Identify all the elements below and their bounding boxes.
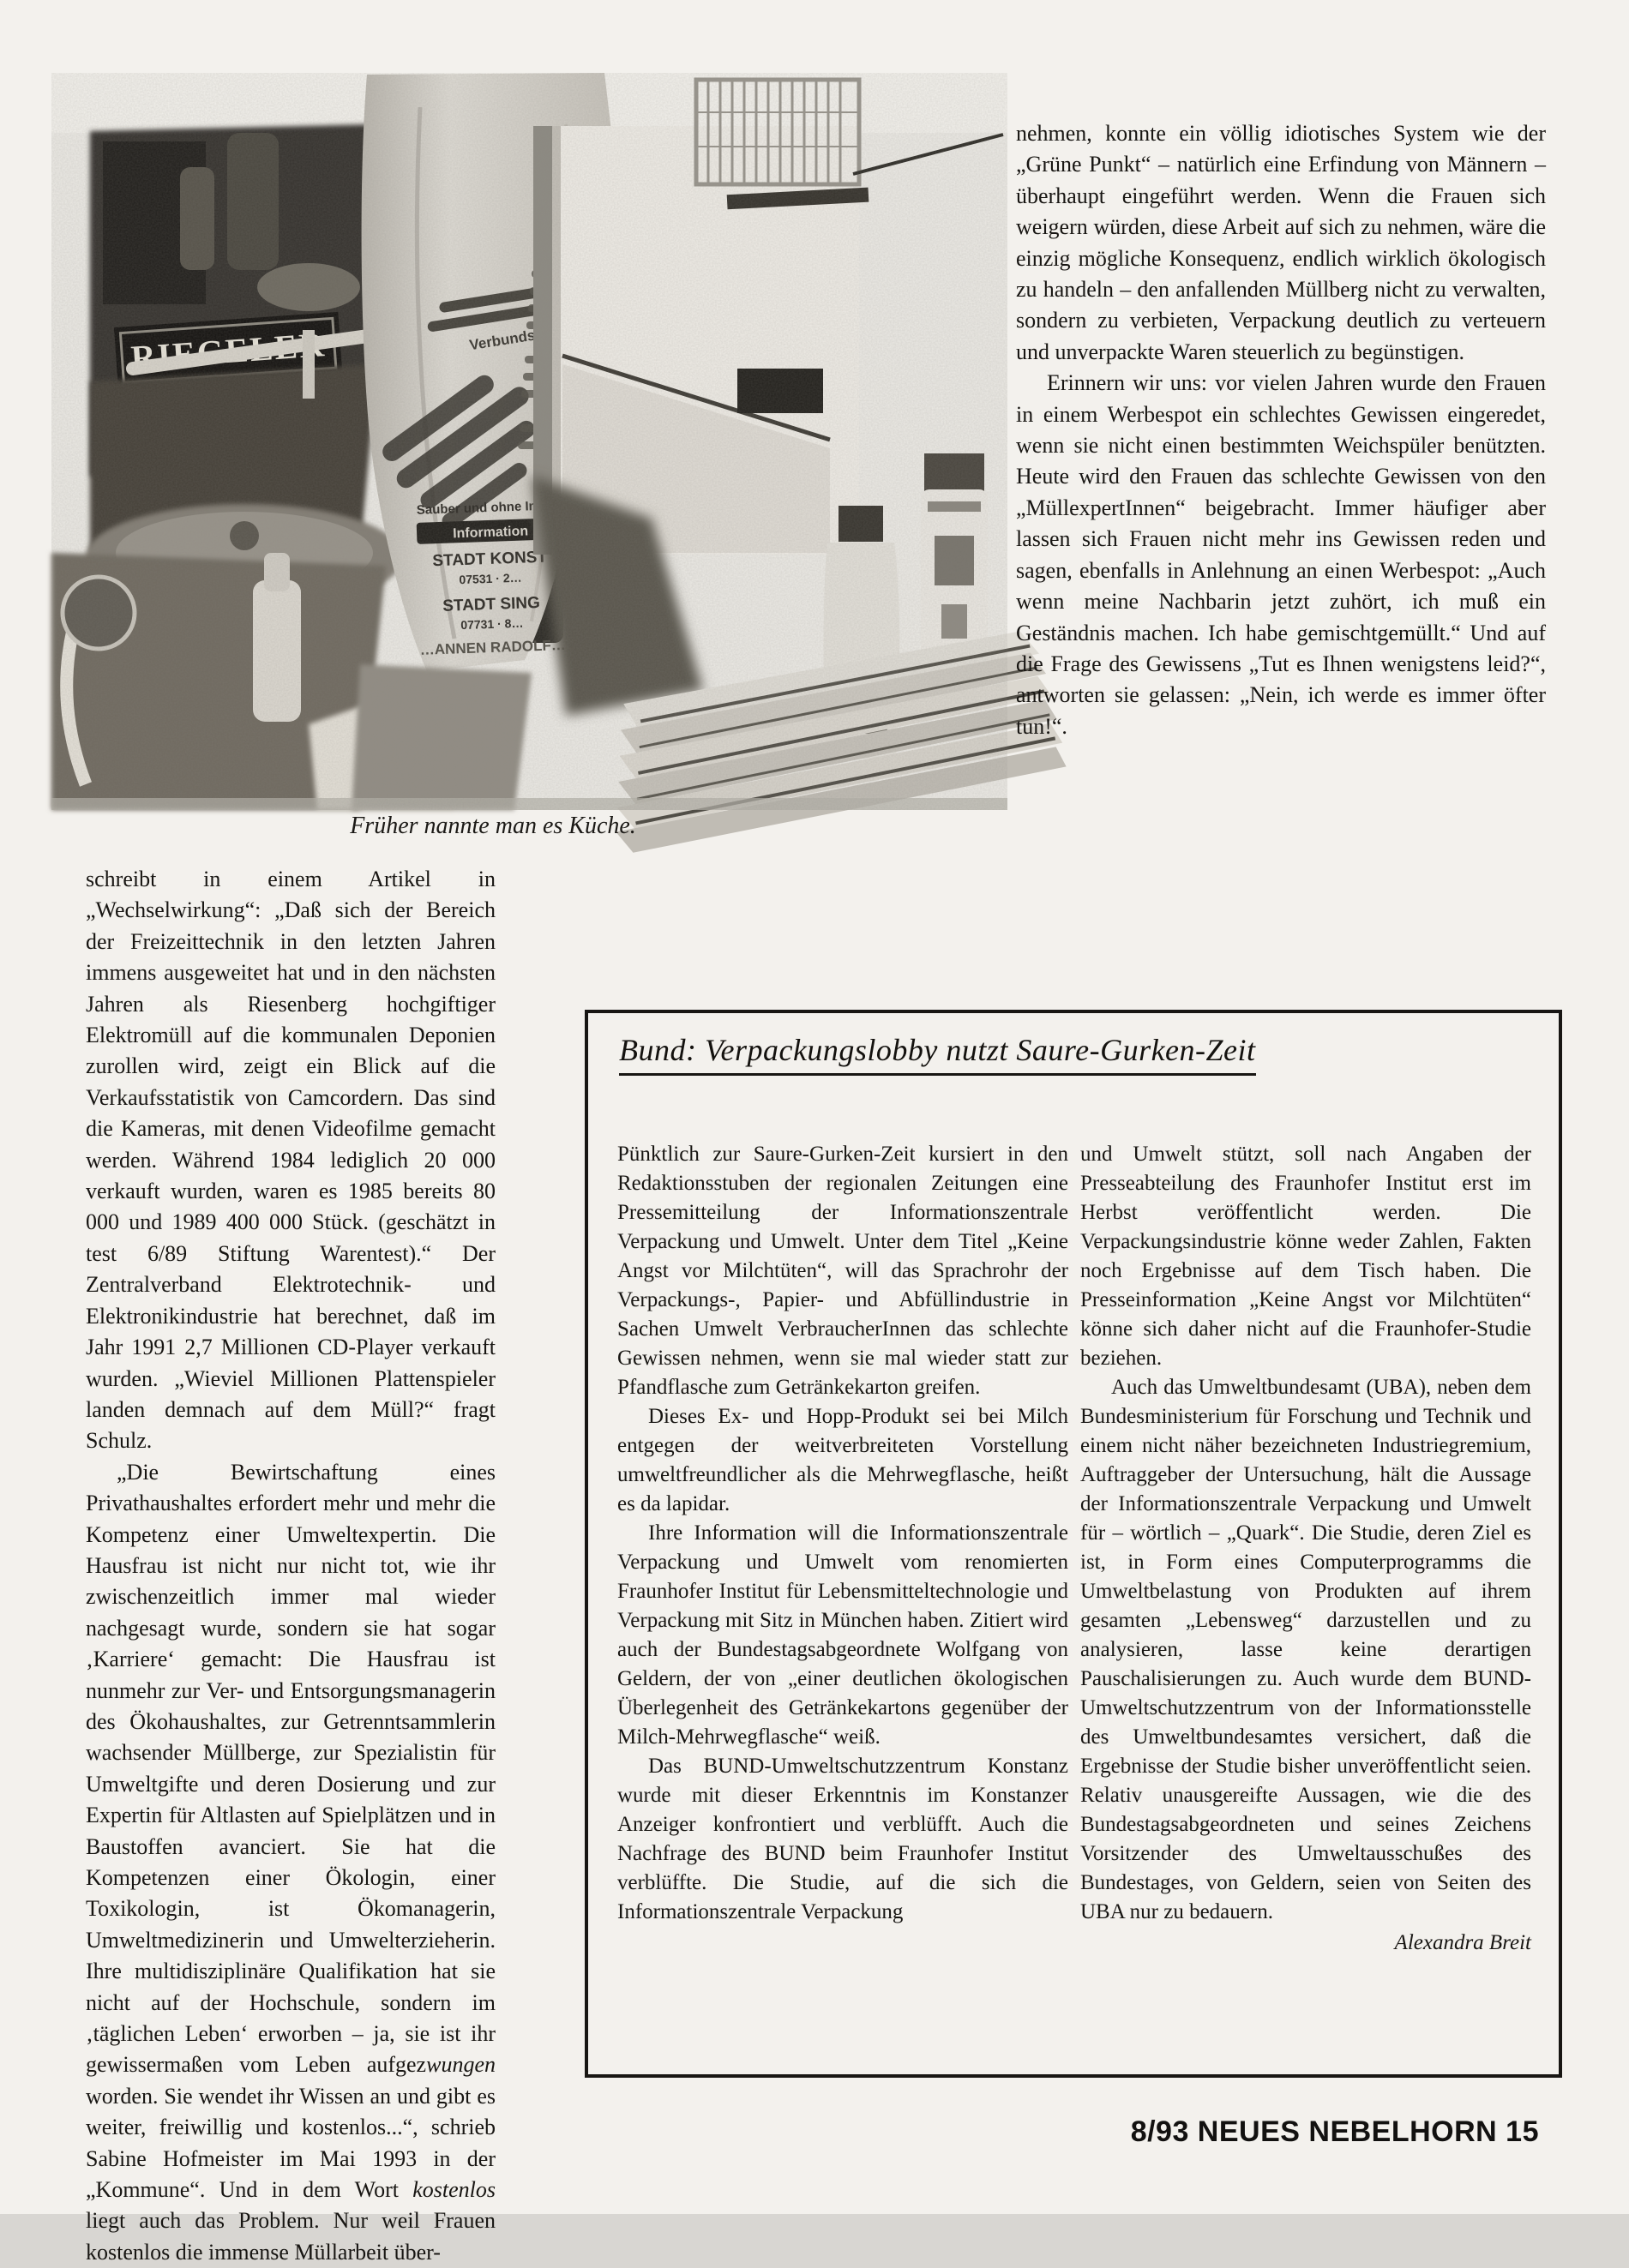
- paragraph: Erinnern wir uns: vor vielen Jahren wurde den Frauen in einem Werbespot ein schlechtes Gewissen eingeredet, wenn sie nicht einen bestimmten Weichspüler benützten. Heute wird den Frauen das schlechte Gewissen von den „MüllexpertInnen“ beigebracht. Immer häufiger aber lassen sich Frauen nicht mehr ins Gewissen reden und sagen, ebenfalls in Anlehnung an einen Werbespot: „Auch wenn meine Nachbarin jetzt zuhört, ich muß ein Geständnis machen. Ich habe gemischtgemüllt.“ Und auf die Frage des Gewissens „Tut es Ihnen wenigstens leid?“, antworten sie gelassen: „Nein, ich werde es immer öfter tun!“.: [1016, 370, 1546, 739]
- page-footer: 8/93 NEUES NEBELHORN 15: [1130, 2115, 1539, 2148]
- paragraph: nehmen, konnte ein völlig idiotisches System wie der „Grüne Punkt“ – natürlich eine Erfindung von Männern – überhaupt eingeführt werden. Wenn die Frauen sich weigern würden, diese Arbeit auf sich zu nehmen, wäre die einzig mögliche Konsequenz, endlich wirklich ökologisch zu handeln – den anfallenden Müllberg nicht zu verwalten, sondern zu verbieten, Verpackung deutlich zu verteuern und unverpackte Waren steuerlich zu begünstigen.: [1016, 121, 1546, 364]
- paragraph: Auch das Umweltbundesamt (UBA), neben dem Bundesministerium für Forschung und Technik und einem nicht näher bezeichneten Industriegremium, Auftraggeber der Untersuchung, hält die Aussage der Informationszentrale Verpackung und Umwelt für – wörtlich – „Quark“. Die Studie, deren Ziel es ist, in Form eines Computerprogramms die Umweltbelastung von Produkten auf ihrem gesamten „Lebensweg“ darzustellen und zu analysieren, lasse keine derartigen Pauschalisierungen zu. Auch wurde dem BUND-Umweltschutzzentrum von der Informationsstelle des Umweltbundesamtes versichert, daß die Ergebnisse der Studie bisher unveröffentlicht seien. Relativ unausgereifte Aussagen, wie die des Bundestagsabgeordneten und seines Zeichens Vorsitzender des Umweltausschußes des Bundestages, von Geldern, seien von Seiten des UBA nur zu bedauern.: [1080, 1376, 1531, 1923]
- paragraph: Das BUND-Umweltschutzzentrum Konstanz wurde mit dieser Erkenntnis im Konstanzer Anzeiger konfrontiert und verblüfft. Auch die Nachfrage des BUND beim Fraunhofer Institut verblüffte. Die Studie, auf die sich die Informationszentrale Verpackung: [617, 1755, 1068, 1923]
- paragraph: Pünktlich zur Saure-Gurken-Zeit kursiert in den Redaktionsstuben der regionalen Zeitungen eine Pressemitteilung der Informationszentrale Verpackung und Umwelt. Unter dem Titel „Keine Angst vor Milchtüten“, will das Sprachrohr der Verpackungs-, Papier- und Abfüllindustrie in Sachen Umwelt VerbraucherInnen das schlechte Gewissen nehmen, wenn sie mal wieder statt zur Pfandflasche zum Getränkekarton greifen.: [617, 1143, 1068, 1399]
- paragraph: Ihre Information will die Informationszentrale Verpackung und Umwelt vom renomierten Fraunhofer Institut für Lebensmitteltechnologie und Verpackung mit Sitz in München haben. Zitiert wird auch der Bundestagsabgeordnete Wolfgang von Geldern, der von „einer deutlichen ökologischen Überlegenheit des Getränkekartons gegenüber der Milch-Mehrwegflasche“ weiß.: [617, 1521, 1068, 1749]
- boxed-article: [585, 1010, 1562, 2078]
- boxed-article-column-2: [1080, 1140, 1531, 1958]
- kitchen-photo: [51, 73, 1007, 810]
- boxed-article-column-2-text: [1080, 1140, 1531, 1927]
- paragraph: „Die Bewirtschaftung eines Privathaushaltes erfordert mehr und mehr die Kompetenz einer Umweltexpertin. Die Hausfrau ist nicht nur nicht tot, wie ihr zwischenzeitlich immer mal wieder nachgesagt wurde, sondern sie hat sogar ‚Karriere‘ gemacht: Die Hausfrau ist nunmehr zur Ver- und Entsorgungsmanagerin des Ökohaushaltes, zur Getrenntsammlerin wachsender Müllberge, zur Spezialistin für Umweltgifte und deren Dosierung und zur Expertin für Altlasten auf Spielplätzen und in Baustoffen avanciert. Sie hat die Kompetenzen einer Ökologin, einer Toxikologin, ist Ökomanagerin, Umweltmedizinerin und Umwelterzieherin. Ihre multidisziplinäre Qualifikation hat sie nicht auf der Hochschule, sondern im ‚täglichen Leben‘ erworben – ja, sie ist ihr gewissermaßen vom Leben aufgezwungen worden. Sie wendet ihr Wissen an und gibt es weiter, freiwillig und kostenlos...“, schrieb Sabine Hofmeister im Mai 1993 in der „Kommune“. Und in dem Wort kostenlos liegt auch das Problem. Nur weil Frauen kostenlos die immense Müllarbeit über-: [86, 1459, 496, 2265]
- boxed-article-column-1: [617, 1140, 1068, 1927]
- right-column: [1016, 118, 1546, 742]
- paragraph: Dieses Ex- und Hopp-Produkt sei bei Milch entgegen der weitverbreiteten Vorstellung umweltfreundlicher als die Mehrwegflasche, heißt es da lapidar.: [617, 1405, 1068, 1515]
- photo-caption: Früher nannte man es Küche.: [350, 813, 636, 839]
- boxed-article-title: Bund: Verpackungslobby nutzt Saure-Gurken-Zeit: [619, 1032, 1256, 1068]
- paragraph: und Umwelt stützt, soll nach Angaben der Presseabteilung des Fraunhofer Institut erst im Herbst veröffentlicht werden. Die Verpackungsindustrie könne weder Zahlen, Fakten noch Ergebnisse auf dem Tisch haben. Die Presseinformation „Keine Angst vor Milchtüten“ könne sich daher nicht auf die Fraunhofer-Studie beziehen.: [1080, 1143, 1531, 1370]
- article-author: Alexandra Breit: [1394, 1931, 1531, 1954]
- film-grain: [51, 73, 1007, 810]
- kitchen-photo-illustration: [51, 73, 1007, 810]
- left-column: [86, 864, 496, 2268]
- paragraph: schreibt in einem Artikel in „Wechselwirkung“: „Daß sich der Bereich der Freizeittechnik in den letzten Jahren immens ausgeweitet hat und in den nächsten Jahren als Riesenberg hochgiftiger Elektromüll auf die kommunalen Deponien zurollen wird, zeigt ein Blick auf die Verkaufsstatistik von Camcordern. Das sind die Kameras, mit denen Videofilme gemacht werden. Während 1984 lediglich 20 000 verkauft wurden, waren es 1985 bereits 80 000 und 1989 400 000 Stück. (geschätzt in test 6/89 Stiftung Warentest).“ Der Zentralverband Elektrotechnik- und Elektronikindustrie hat berechnet, daß im Jahr 1991 2,7 Millionen CD-Player verkauft wurden. „Wieviel Millionen Plattenspieler landen demnach auf dem Müll?“ fragt Schulz.: [86, 867, 496, 1454]
